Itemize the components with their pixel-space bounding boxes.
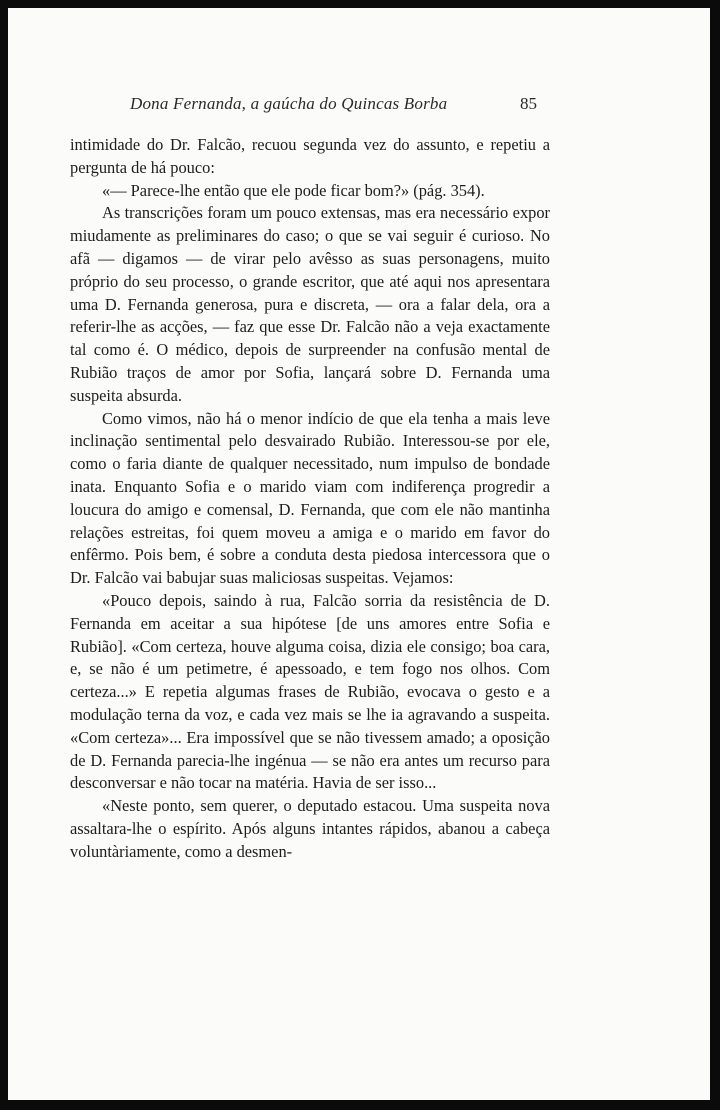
paragraph: «— Parece-lhe então que ele pode ficar bom?» (pág. 354). (102, 180, 485, 200)
paragraph: Como vimos, não há o menor indício de que ela tenha a mais leve inclinação sentimental pelo desvairado Rubião. Interessou-se por ele, como o faria diante de qualquer necessitado, num impulso de bondade inata. Enquanto Sofia e o marido viam com indiferença progredir a loucura do amigo e comensal, D. Fernanda, que com ele não mantinha relações estreitas, foi quem moveu a amiga e o marido em favor do enfêrmo. Pois bem, é sobre a conduta desta piedosa intercessora que o Dr. Falcão vai babujar suas maliciosas suspeitas. Vejamos: (70, 408, 550, 588)
running-head (70, 94, 710, 118)
running-title: Dona Fernanda, a gaúcha do Quincas Borba (130, 94, 448, 113)
paragraph: As transcrições foram um pouco extensas, mas era necessário expor miudamente as preliminares do caso; o que se vai seguir é curioso. No afã — digamos — de virar pelo avêsso as suas personagens, muito próprio do seu processo, o grande escritor, que até aqui nos apresentara uma D. Fernanda generosa, pura e discreta, — ora a falar dela, ora a referir-lhe as acções, — faz que esse Dr. Falcão não a veja exactamente tal como é. O médico, depois de surpreender na confusão mental de Rubião traços de amor por Sofia, lançará sobre D. Fernanda uma suspeita absurda. (70, 203, 550, 405)
page-number: 85 (520, 94, 537, 113)
paragraph: intimidade do Dr. Falcão, recuou segunda vez do assunto, e repetiu a pergunta de há pouco: (70, 135, 550, 177)
book-page (8, 8, 710, 1100)
body-text (70, 134, 550, 864)
paragraph: «Neste ponto, sem querer, o deputado estacou. Uma suspeita nova assaltara-lhe o espírito. Após alguns intantes rápidos, abanou a cabeça voluntàriamente, como a desmen- (70, 796, 550, 861)
paragraph: «Pouco depois, saindo à rua, Falcão sorria da resistência de D. Fernanda em aceitar a sua hipótese [de uns amores entre Sofia e Rubião]. «Com certeza, houve alguma coisa, dizia ele consigo; boa cara, e, se não é um petimetre, é apessoado, e tem fogo nos olhos. Com certeza...» E repetia algumas frases de Rubião, evocava o gesto e a modulação terna da voz, e cada vez mais se lhe ia agravando a suspeita. «Com certeza»... Era impossível que se não tivessem amado; a oposição de D. Fernanda parecia-lhe ingénua — se não era antes um recurso para desconversar e não tocar na matéria. Havia de ser isso... (70, 590, 550, 793)
